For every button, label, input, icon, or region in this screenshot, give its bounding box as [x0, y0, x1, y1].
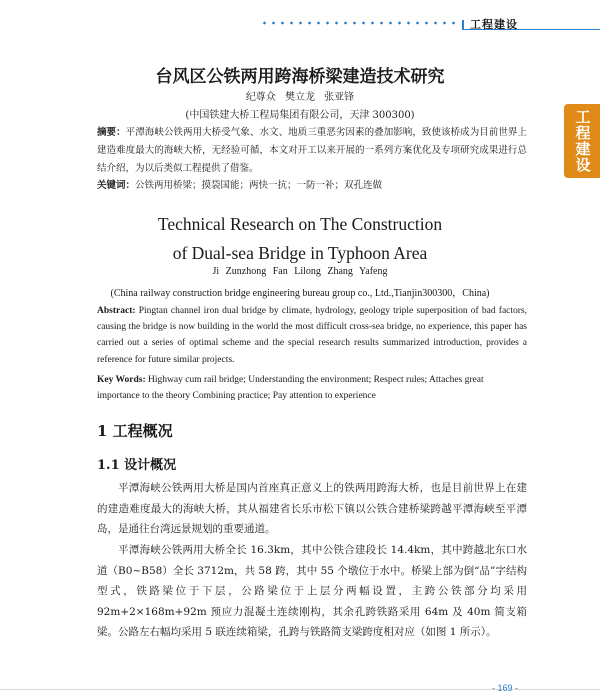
page-number: - 169 - — [492, 683, 519, 693]
abstract-english — [97, 303, 527, 368]
title-english — [0, 210, 600, 268]
abstract-english-text: Pingtan channel iron dual bridge by climate, hydrology, geology triple superposition of bad factors, causing the bridge is now building in the world the most difficult cross-sea bridge, no experience, this paper has carried out a series of optimal scheme and the special research results summarized introduction, provides a reference for future similar projects. — [97, 306, 528, 365]
keywords-chinese-label: 关键词： — [97, 180, 136, 191]
abstract-chinese-label: 摘要： — [97, 127, 126, 138]
body-paragraph-2: 平潭海峡公铁两用大桥全长 16.3km，其中公铁合建段长 14.4km，其中跨越北东口水道（B0~B58）全长 3712m，共 58 跨，其中 55 个墩位于水中。桥梁上部为倒“品”字结构型式，铁路梁位于下层，公路梁位于上层分两幅设置，主跨公铁部分均采用 92m+2×168m+92m 预应力混凝土连续刚构，其余孔跨铁路采用 64m 及 40m 简支箱梁。公路左右幅均采用 5 联连续箱梁，孔跨与铁路简支梁跨度相对应（如图 1 所示）。 — [97, 544, 527, 638]
keywords-chinese-text: 公铁两用桥梁；摸袋国能；两快一抗；一防一补；双孔连做 — [135, 180, 383, 191]
authors-chinese: 纪尊众 樊立龙 张亚锋 — [245, 92, 355, 103]
abstract-chinese-text: 平潭海峡公铁两用大桥受气象、水文、地质三重恶劣因素的叠加影响，致使该桥成为目前世界上建造难度最大的海峡大桥，无经验可循，本文对开工以来开展的一系列方案优化及专项研究成果进行总结介绍，为以后类似工程提供了借鉴。 — [97, 127, 527, 174]
header-dots — [260, 21, 456, 25]
keywords-english-label: Key Words: — [97, 375, 146, 385]
affiliation-english: (China railway construction bridge engineering bureau group co., Ltd.,Tianjin300300，China) — [110, 288, 490, 299]
keywords-chinese — [97, 178, 527, 194]
header-section-title: 工程建设 — [470, 18, 518, 31]
title-english-line2: of Dual-sea Bridge in Typhoon Area — [172, 243, 428, 263]
section-heading-1-1: 1.1 设计概况 — [97, 458, 177, 473]
keywords-english — [97, 372, 527, 404]
abstract-chinese — [97, 124, 527, 178]
side-tab-label: 工程建设 — [573, 109, 592, 173]
section-heading-1: 1 工程概况 — [97, 422, 173, 440]
keywords-english-text: Highway cum rail bridge; Understanding the environment; Respect rules; Attaches great importance to the theory Combining practice; Pay attention to experience — [97, 375, 484, 402]
body-paragraph-1: 平潭海峡公铁两用大桥是国内首座真正意义上的铁两用跨海大桥，也是目前世界上在建的建造难度最大的海峡大桥，其从福建省长乐市松下镇以公铁合建桥梁跨越平潭海峡至平潭岛，是通往台湾远景规划的重要通道。 — [97, 482, 527, 535]
title-chinese: 台风区公铁两用跨海桥梁建造技术研究 — [155, 67, 445, 87]
abstract-english-label: Abstract: — [97, 306, 136, 316]
affiliation-chinese: (中国铁建大桥工程局集团有限公司，天津 300300) — [185, 110, 415, 121]
authors-english: Ji Zunzhong Fan Lilong Zhang Yafeng — [212, 266, 388, 277]
title-english-line1: Technical Research on The Construction — [157, 214, 443, 234]
